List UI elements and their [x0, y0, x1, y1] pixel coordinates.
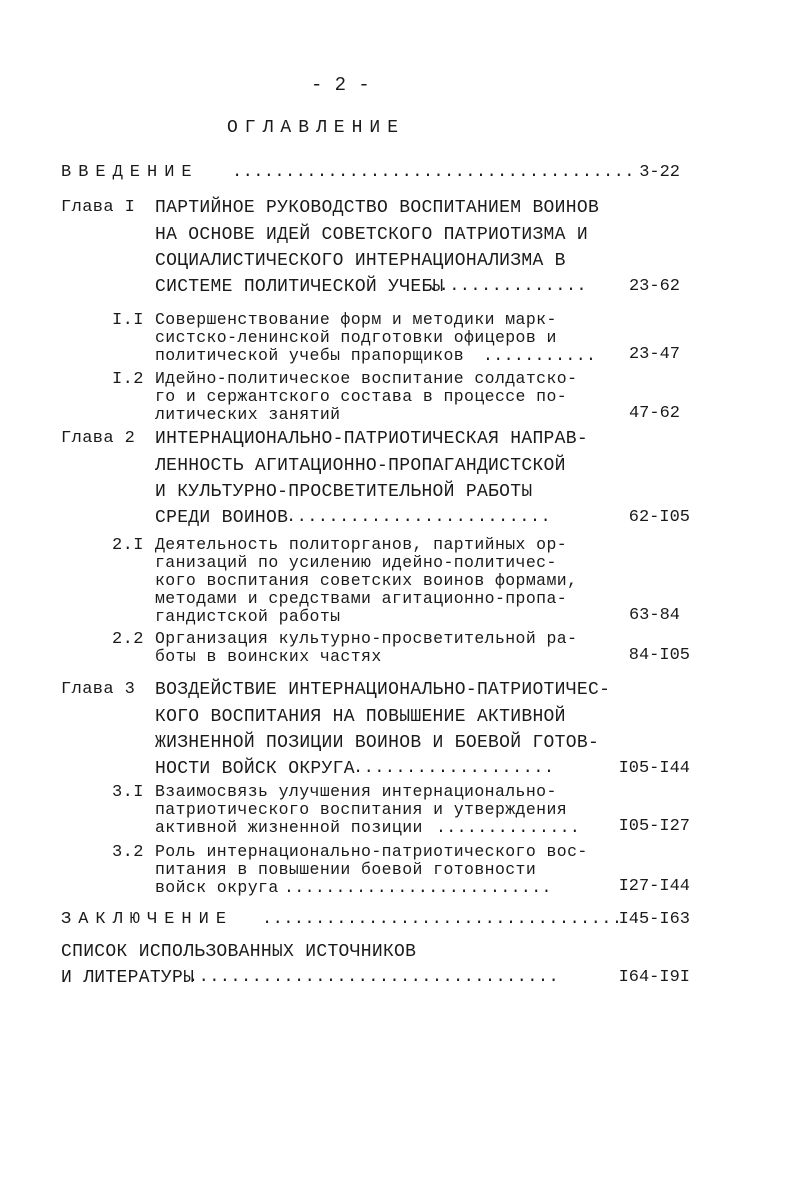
chapter-2-title-line: СРЕДИ ВОИНОВ: [155, 508, 289, 528]
chapter-1-title-line: СИСТЕМЕ ПОЛИТИЧЕСКОЙ УЧЕБЫ: [155, 277, 444, 297]
section-line: Организация культурно-просветительной ра-: [155, 629, 578, 648]
section-line: систско-ленинской подготовки офицеров и: [155, 328, 557, 347]
section-line: Идейно-политическое воспитание солдатско-: [155, 369, 578, 388]
section-line: активной жизненной позиции: [155, 818, 423, 837]
toc-title: ОГЛАВЛЕНИЕ: [227, 118, 406, 138]
references-line: И ЛИТЕРАТУРЫ: [61, 968, 195, 988]
leader-dots: ......................................: [232, 163, 635, 182]
conclusion-pages: I45-I63: [618, 910, 690, 929]
leader-dots: ...........: [483, 346, 597, 365]
section-line: политической учебы прапорщиков: [155, 346, 465, 365]
leader-dots: ..............: [436, 818, 581, 837]
chapter-1-title-line: СОЦИАЛИСТИЧЕСКОГО ИНТЕРНАЦИОНАЛИЗМА В: [155, 251, 566, 271]
chapter-1-label: Глава I: [61, 198, 136, 217]
section-line: Деятельность политорганов, партийных ор-: [155, 535, 568, 554]
leader-dots: ..................................: [262, 910, 623, 929]
section-line: питания в повышении боевой готовности: [155, 860, 537, 879]
section-2-1-num: 2.I: [112, 536, 144, 555]
section-1-2-num: I.2: [112, 370, 144, 389]
chapter-2-title-line: ИНТЕРНАЦИОНАЛЬНО-ПАТРИОТИЧЕСКАЯ НАПРАВ-: [155, 429, 588, 449]
section-3-1-pages: I05-I27: [618, 817, 690, 836]
chapter-2-title-line: ЛЕННОСТЬ АГИТАЦИОННО-ПРОПАГАНДИСТСКОЙ: [155, 456, 566, 476]
chapter-3-title-line: ВОЗДЕЙСТВИЕ ИНТЕРНАЦИОНАЛЬНО-ПАТРИОТИЧЕС-: [155, 680, 611, 700]
chapter-3-pages: I05-I44: [618, 759, 690, 778]
leader-dots: ..........................: [284, 878, 552, 897]
section-3-2-pages: I27-I44: [618, 877, 690, 896]
section-2-1-pages: 63-84: [628, 606, 680, 625]
leader-dots: ...............: [428, 277, 588, 296]
intro-label: ВВЕДЕНИЕ: [61, 163, 199, 182]
section-1-1-num: I.I: [112, 311, 144, 330]
chapter-3-title-line: НОСТИ ВОЙСК ОКРУГА: [155, 759, 355, 779]
intro-pages: 3-22: [639, 163, 680, 182]
section-3-1-num: 3.I: [112, 783, 144, 802]
conclusion-label: ЗАКЛЮЧЕНИЕ: [61, 910, 234, 929]
section-line: боты в воинских частях: [155, 647, 382, 666]
chapter-1-title-line: ПАРТИЙНОЕ РУКОВОДСТВО ВОСПИТАНИЕМ ВОИНОВ: [155, 198, 600, 218]
chapter-1-title-line: НА ОСНОВЕ ИДЕЙ СОВЕТСКОГО ПАТРИОТИЗМА И: [155, 225, 588, 245]
section-2-2-pages: 84-I05: [628, 646, 690, 665]
section-1-1-pages: 23-47: [628, 345, 680, 364]
leader-dots: ...................................: [188, 968, 560, 987]
section-1-2-pages: 47-62: [628, 404, 680, 423]
references-pages: I64-I9I: [618, 968, 690, 987]
section-line: войск округа: [155, 878, 279, 897]
section-line: методами и средствами агитационно-пропа-: [155, 589, 568, 608]
references-line: СПИСОК ИСПОЛЬЗОВАННЫХ ИСТОЧНИКОВ: [61, 942, 417, 962]
page-number: - 2 -: [311, 74, 371, 96]
chapter-3-title-line: ЖИЗНЕННОЙ ПОЗИЦИИ ВОИНОВ И БОЕВОЙ ГОТОВ-: [155, 733, 600, 753]
section-line: гандистской работы: [155, 607, 341, 626]
chapter-2-label: Глава 2: [61, 429, 136, 448]
leader-dots: ...................: [353, 759, 555, 778]
chapter-1-pages: 23-62: [628, 277, 680, 296]
section-line: ганизаций по усилению идейно-политичес-: [155, 553, 557, 572]
section-2-2-num: 2.2: [112, 630, 144, 649]
section-line: Роль интернационально-патриотического вос-: [155, 842, 588, 861]
chapter-2-title-line: И КУЛЬТУРНО-ПРОСВЕТИТЕЛЬНОЙ РАБОТЫ: [155, 482, 533, 502]
section-line: патриотического воспитания и утверждения: [155, 800, 568, 819]
section-line: Совершенствование форм и методики марк-: [155, 310, 557, 329]
section-3-2-num: 3.2: [112, 843, 144, 862]
chapter-2-pages: 62-I05: [628, 508, 690, 527]
section-line: Взаимосвязь улучшения интернационально-: [155, 782, 557, 801]
chapter-3-label: Глава 3: [61, 680, 136, 699]
leader-dots: .........................: [286, 508, 552, 527]
section-line: кого воспитания советских воинов формами,: [155, 571, 578, 590]
section-line: го и сержантского состава в процессе по-: [155, 387, 568, 406]
section-line: литических занятий: [155, 405, 341, 424]
chapter-3-title-line: КОГО ВОСПИТАНИЯ НА ПОВЫШЕНИЕ АКТИВНОЙ: [155, 707, 566, 727]
